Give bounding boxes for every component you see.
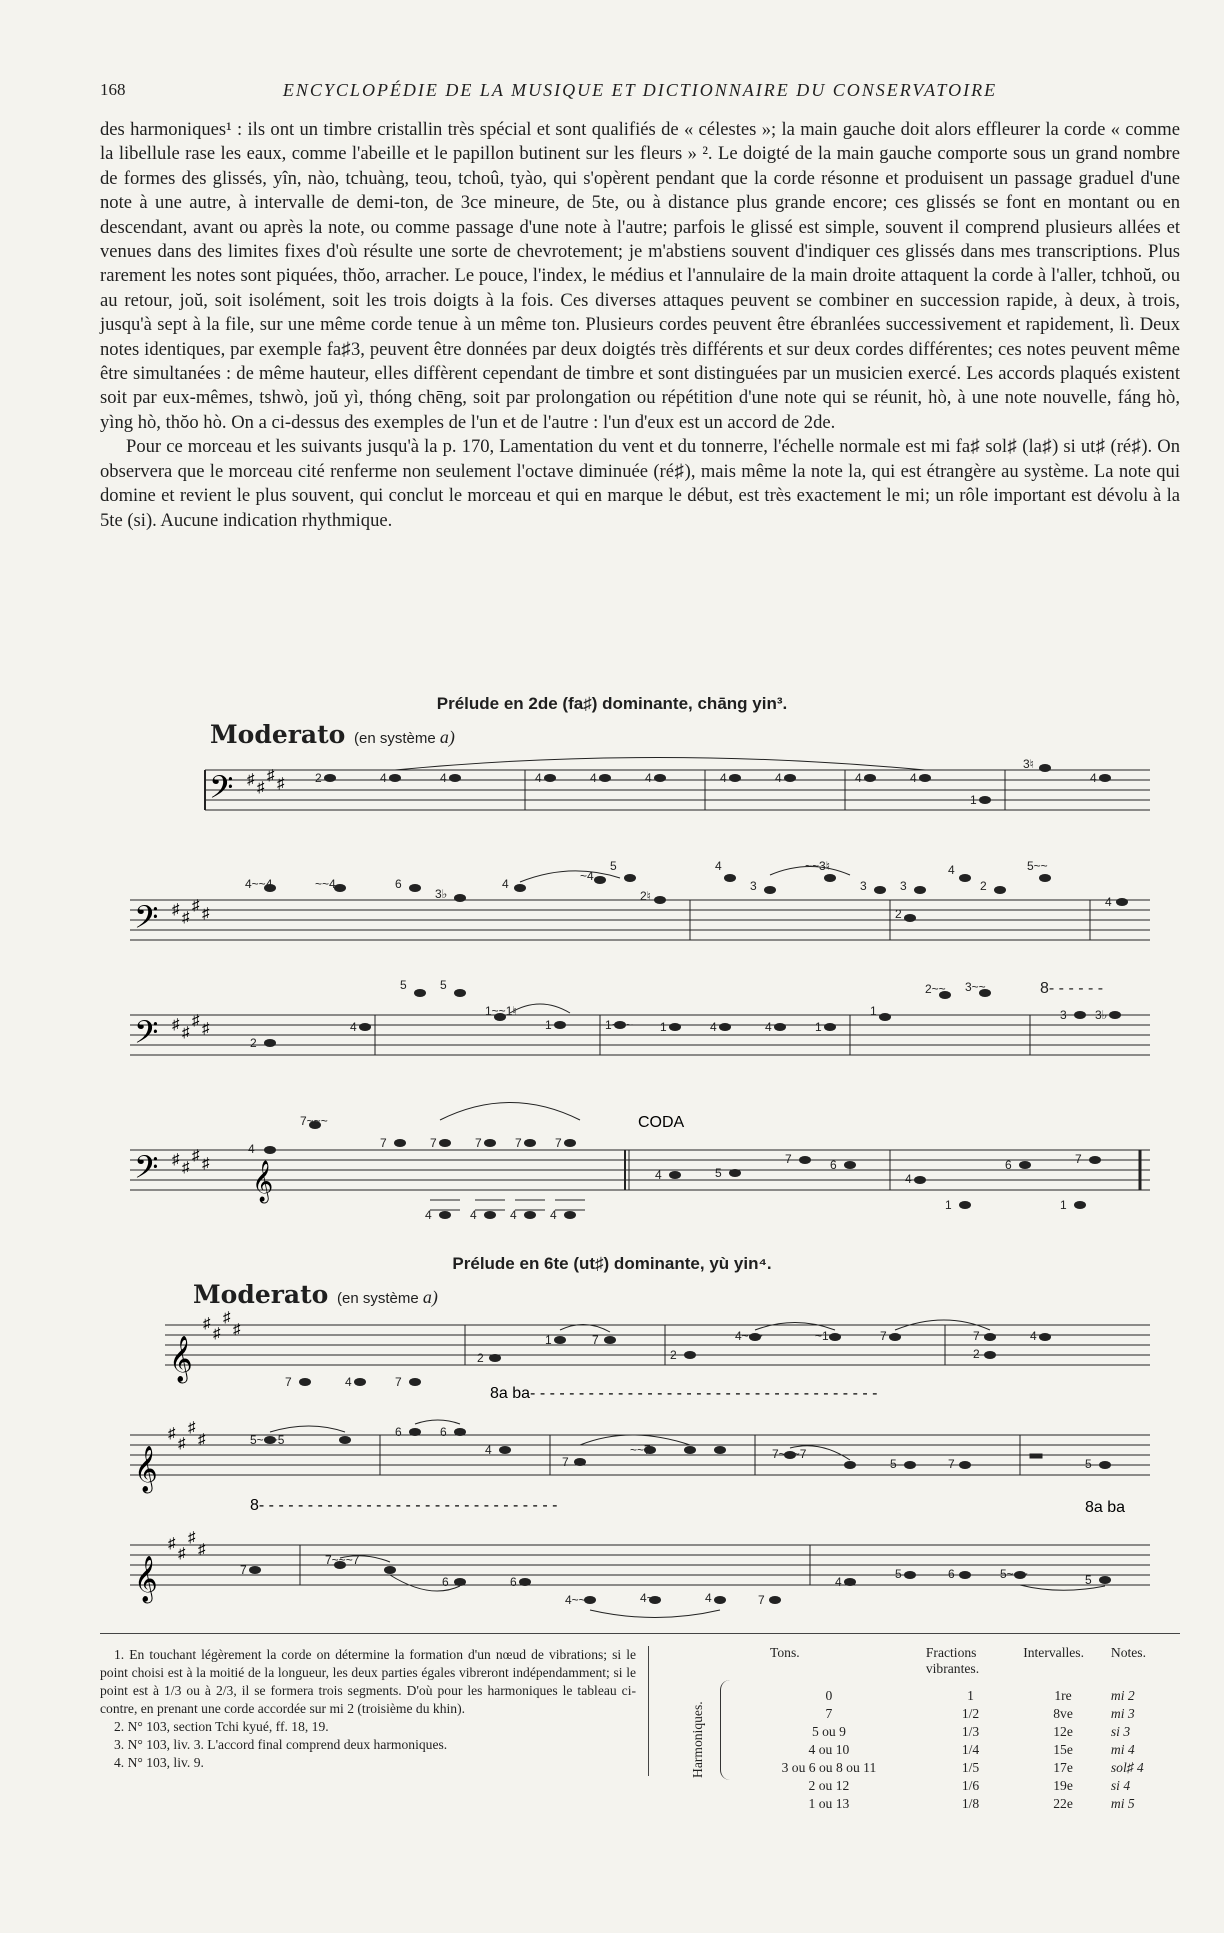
svg-text:6: 6 [440,1425,447,1439]
cell-interval: 8ve [1053,1706,1073,1721]
svg-text:5: 5 [890,1457,897,1471]
svg-text:3: 3 [900,879,907,893]
example-2-caption: Prélude en 6te (ut♯) dominante, yù yin⁴. [452,1254,772,1273]
svg-text:3~~: 3~~ [965,980,986,994]
paragraph-2: Pour ce morceau et les suivants jusqu'à la p. 170, Lamentation du vent et du tonnerre, l'échelle normale est mi fa♯ sol♯ (la♯) si ut♯ (ré♯). On observera que le morceau cité renferme non seulement l'octave diminuée (ré♯), mais même la note la, qui est étrangère au système. La note qui domine et revient le plus souvent, qui conclut le morceau et qui en marque le début, est très exactement le mi; un rôle important est dévolu à la 5te (si). Aucune indication rhythmique. [100,436,1180,531]
cell-note: mi 3 [1110,1706,1135,1721]
svg-text:5~~~5: 5~~~5 [250,1433,285,1447]
svg-text:♯: ♯ [172,1151,180,1168]
svg-text:6: 6 [948,1567,955,1581]
svg-text:♯: ♯ [172,901,180,918]
svg-text:3: 3 [1060,1008,1067,1022]
svg-text:4~~: 4~~ [640,1591,661,1605]
svg-text:4: 4 [535,771,542,785]
svg-text:4: 4 [590,771,597,785]
svg-text:7: 7 [285,1375,292,1389]
footnotes [100,1646,636,1772]
svg-text:♯: ♯ [192,1147,200,1164]
svg-text:3♭: 3♭ [1095,1008,1108,1022]
svg-text:7: 7 [555,1136,562,1150]
treble-clef-icon: 𝄞 [169,1337,193,1381]
cell-note: mi 5 [1110,1796,1135,1811]
svg-text:3♮: 3♮ [1023,757,1034,771]
svg-text:♯: ♯ [203,1315,211,1332]
svg-text:7: 7 [395,1375,402,1389]
svg-text:4: 4 [720,771,727,785]
svg-text:2: 2 [250,1036,257,1050]
cell-note: si 4 [1110,1778,1131,1793]
table-row [700,1687,1150,1705]
tempo-system: (en système a) [337,1287,438,1307]
ottava: 8- - - - - - - - - - - - - - - - - - - - - - - - - - - - - - - [250,1497,558,1514]
tempo-label: Moderato [193,1280,329,1309]
staff-2-1 [165,1310,1155,1410]
example-2-tempo [193,1280,438,1309]
col-header: Tons. [770,1645,800,1660]
harmonics-table [700,1645,1150,1813]
svg-text:7~~~7: 7~~~7 [325,1553,360,1567]
table-row [700,1723,1150,1741]
svg-text:1: 1 [945,1198,952,1212]
svg-text:♯: ♯ [202,905,210,922]
svg-text:6: 6 [395,877,402,891]
svg-text:4~~~: 4~~~ [735,1329,763,1343]
cell-tons: 5 ou 9 [811,1724,846,1739]
svg-text:4: 4 [425,1208,432,1222]
svg-text:♯: ♯ [168,1425,176,1442]
svg-text:5: 5 [400,978,407,992]
col-header: Intervalles. [1023,1645,1084,1660]
svg-text:7: 7 [785,1152,792,1166]
cell-interval: 22e [1053,1796,1073,1811]
svg-text:1: 1 [815,1020,822,1034]
staff-1-4 [130,1085,1155,1235]
cell-fraction: 1 [967,1688,974,1703]
svg-text:4: 4 [855,771,862,785]
svg-text:4: 4 [910,771,917,785]
svg-text:7: 7 [430,1136,437,1150]
running-title: ENCYCLOPÉDIE DE LA MUSIQUE ET DICTIONNAIRE DU CONSERVATOIRE [282,80,998,100]
svg-text:1~~1♮: 1~~1♮ [485,1004,517,1018]
svg-text:♯: ♯ [267,767,275,784]
cell-interval: 19e [1053,1778,1073,1793]
table-row [700,1777,1150,1795]
svg-text:1: 1 [970,793,977,807]
staff-2-3 [130,1530,1155,1620]
svg-text:~1: ~1 [815,1329,829,1343]
cell-tons: 7 [825,1706,833,1721]
svg-text:7: 7 [880,1329,887,1343]
svg-text:5: 5 [1085,1573,1092,1587]
svg-text:4: 4 [905,1172,912,1186]
svg-text:1: 1 [870,1004,877,1018]
footnote-3: 3. N° 103, liv. 3. L'accord final comprend deux harmoniques. [114,1737,448,1752]
svg-text:7: 7 [758,1593,765,1607]
svg-text:5: 5 [440,978,447,992]
svg-text:4: 4 [655,1168,662,1182]
treble-clef-icon: 𝄞 [134,1557,158,1601]
treble-clef-icon: 𝄞 [252,1160,274,1201]
table-row [700,1705,1150,1723]
svg-text:4: 4 [345,1375,352,1389]
svg-text:1: 1 [545,1333,552,1347]
svg-text:7: 7 [562,1455,569,1469]
cell-fraction: 1/3 [961,1724,980,1739]
col-header: Notes. [1110,1645,1146,1660]
svg-text:♯: ♯ [178,1435,186,1452]
key-signature [172,1147,210,1176]
svg-text:♯: ♯ [233,1321,241,1338]
staff-1-3 [130,975,1155,1065]
staff-1-2 [130,860,1155,970]
table-header-row [700,1645,1150,1677]
svg-text:4: 4 [350,1020,357,1034]
svg-text:3: 3 [860,879,867,893]
svg-text:2♮: 2♮ [640,889,651,903]
svg-text:6: 6 [395,1425,402,1439]
svg-text:♯: ♯ [192,897,200,914]
svg-text:4: 4 [645,771,652,785]
cell-fraction: 1/6 [961,1778,980,1793]
svg-text:4: 4 [1105,895,1112,909]
svg-text:2: 2 [895,907,902,921]
svg-text:4: 4 [715,859,722,873]
svg-text:7~~~: 7~~~ [300,1114,328,1128]
svg-text:♯: ♯ [178,1545,186,1562]
cell-interval: 15e [1053,1742,1073,1757]
table-row [700,1795,1150,1813]
table-row [700,1741,1150,1759]
svg-text:5~~~: 5~~~ [1000,1567,1028,1581]
svg-text:2: 2 [315,771,322,785]
page-number: 168 [100,80,126,99]
svg-text:4: 4 [470,1208,477,1222]
ottava-bassa: 8a ba- - - - - - - - - - - - - - - - - - - - - - - - - - - - - - - - - - - - [490,1385,878,1402]
cell-fraction: 1/5 [961,1760,980,1775]
svg-text:♯: ♯ [172,1016,180,1033]
cell-note: sol♯ 4 [1110,1760,1144,1775]
bass-clef-icon: 𝄢 [134,1151,159,1193]
svg-text:4~~4: 4~~4 [245,877,273,891]
svg-text:♯: ♯ [202,1155,210,1172]
svg-text:♯: ♯ [188,1529,196,1546]
svg-text:4: 4 [550,1208,557,1222]
svg-text:7: 7 [515,1136,522,1150]
svg-text:♯: ♯ [223,1309,231,1326]
key-signature [172,897,210,926]
svg-text:1: 1 [545,1018,552,1032]
bass-clef-icon: 𝄢 [134,901,159,943]
svg-text:5: 5 [610,859,617,873]
svg-text:1: 1 [1060,1198,1067,1212]
svg-text:4: 4 [765,1020,772,1034]
svg-text:♯: ♯ [277,775,285,792]
svg-text:♯: ♯ [257,779,265,796]
footnote-2: 2. N° 103, section Tchi kyué, ff. 18, 19. [114,1719,329,1734]
svg-text:♯: ♯ [182,1024,190,1041]
svg-text:♯: ♯ [168,1535,176,1552]
svg-text:4: 4 [485,1443,492,1457]
example-1-tempo [210,720,455,749]
bass-clef-icon: 𝄢 [209,771,234,813]
svg-text:3♭: 3♭ [435,887,448,901]
key-signature [247,767,285,796]
svg-text:1~~~: 1~~~ [605,1018,633,1032]
bass-clef-icon: 𝄢 [134,1016,159,1058]
svg-text:4: 4 [510,1208,517,1222]
cell-tons: 3 ou 6 ou 8 ou 11 [781,1760,877,1775]
svg-text:4: 4 [440,771,447,785]
svg-text:4: 4 [502,877,509,891]
tempo-label: Moderato [210,720,346,749]
svg-text:7: 7 [973,1329,980,1343]
svg-text:4: 4 [775,771,782,785]
svg-text:2: 2 [477,1351,484,1365]
cell-interval: 17e [1053,1760,1073,1775]
svg-text:7: 7 [475,1136,482,1150]
table-row [700,1759,1150,1777]
svg-text:4: 4 [835,1575,842,1589]
svg-text:7: 7 [240,1563,247,1577]
svg-text:4: 4 [380,771,387,785]
coda-label: CODA [638,1114,685,1131]
svg-text:♯: ♯ [247,771,255,788]
cell-tons: 2 ou 12 [808,1778,850,1793]
svg-text:2: 2 [973,1347,980,1361]
cell-note: mi 4 [1110,1742,1135,1757]
cell-interval: 12e [1053,1724,1073,1739]
svg-text:2: 2 [980,879,987,893]
svg-text:♯: ♯ [182,909,190,926]
cell-note: mi 2 [1110,1688,1135,1703]
svg-text:1: 1 [660,1020,667,1034]
svg-text:♯: ♯ [198,1431,206,1448]
svg-text:5~~: 5~~ [1027,859,1048,873]
svg-text:♯: ♯ [198,1541,206,1558]
cell-fraction: 1/4 [961,1742,980,1757]
cell-tons: 4 ou 10 [808,1742,850,1757]
svg-text:~~7: ~~7 [630,1443,651,1457]
svg-text:7: 7 [592,1333,599,1347]
body-text [100,118,1180,533]
svg-text:4: 4 [948,863,955,877]
svg-text:7: 7 [1075,1152,1082,1166]
svg-text:~4: ~4 [580,869,594,883]
col-header: Fractions vibrantes. [925,1645,980,1676]
treble-clef-icon: 𝄞 [134,1447,158,1491]
svg-text:~~3♮: ~~3♮ [805,859,830,873]
footnote-4: 4. N° 103, liv. 9. [114,1755,204,1770]
svg-text:4~~: 4~~ [565,1593,586,1607]
svg-text:5: 5 [895,1567,902,1581]
column-divider [648,1646,649,1776]
ottava-bassa-end: 8a ba [1085,1499,1126,1516]
svg-text:4: 4 [710,1020,717,1034]
svg-text:4: 4 [705,1591,712,1605]
svg-text:5: 5 [715,1166,722,1180]
footnote-1: 1. En touchant légèrement la corde on détermine la formation d'un nœud de vibrations; si le point choisi est à la moitié de la longueur, les deux parties égales vibreront indépendamment; si le point est à 1/3 ou à 2/3, il se formera trois segments. D'où pour les harmoniques le tableau ci-contre, en prenant une corde accordée sur mi 2 (troisième du khin). [100,1647,636,1716]
svg-text:♯: ♯ [182,1159,190,1176]
cell-fraction: 1/2 [961,1706,980,1721]
tempo-system: (en système a) [354,727,455,747]
svg-text:4: 4 [1030,1329,1037,1343]
cell-tons: 0 [825,1688,833,1703]
svg-text:6: 6 [442,1575,449,1589]
svg-text:6: 6 [830,1158,837,1172]
svg-text:6: 6 [1005,1158,1012,1172]
staff-1-1 [205,757,1155,840]
cell-fraction: 1/8 [961,1796,980,1811]
svg-text:2: 2 [670,1348,677,1362]
page-header [100,80,1180,104]
key-signature [172,1012,210,1041]
svg-text:♯: ♯ [202,1020,210,1037]
svg-text:♯: ♯ [192,1012,200,1029]
example-1-caption: Prélude en 2de (fa♯) dominante, chāng yin³. [436,694,788,713]
svg-text:2~~: 2~~ [925,982,946,996]
svg-text:3: 3 [750,879,757,893]
cell-tons: 1 ou 13 [808,1796,850,1811]
footnote-rule [100,1633,1180,1634]
paragraph-1: des harmoniques¹ : ils ont un timbre cristallin très spécial et sont qualifiés de « célestes »; la main gauche doit alors effleurer la corde « comme la libellule rase les eaux, comme l'abeille et le papillon butinent sur les fleurs » ². Le doigté de la main gauche comporte sous un grand nombre de formes des glissés, yîn, nào, tchuàng, teou, tchoû, tyào, qui s'opèrent pendant que la corde résonne et produisent un passage graduel d'une note à une autre, à intervalle de demi-ton, de 3ce mineure, de 5te, ou à distance plus grande encore; ces glissés se font en montant ou en descendant, avant ou après la note, ou comme passage d'une note à l'autre; parfois le glissé est simple, souvent il comprend plusieurs allées et venues dans des limites fixes d'où résulte une sorte de chevrotement; je m'abstiens souvent d'indiquer ces glissés dans mes transcriptions. Plus rarement les notes sont piquées, thŏo, arracher. Le pouce, l'index, le médius et l'annulaire de la main droite attaquent la corde à l'aller, tchhoŭ, ou au retour, joŭ, soit isolément, soit les trois doigts à la fois. Ces diverses attaques peuvent se combiner en succession rapide, à deux, à trois, jusqu'à sept à la file, sur une même corde tenue à un même ton. Plusieurs cordes peuvent être ébranlées successivement et rapidement, lì. Deux notes identiques, par exemple fa♯3, peuvent être données par deux doigtés très différents et sur deux cordes différentes; ces notes peuvent même être simultanées : de même hauteur, elles diffèrent cependant de timbre et sont distinguées par un musicien exercé. Les accords plaqués existent soit par eux-mêmes, tshwò, joŭ yì, thóng chēng, soit par prolongation ou répétition d'une note qui se réunit, hò, à une note nouvelle, fáng hò, yìng hò, thŏo hò. On a ci-dessus des exemples de l'un et de l'autre : l'un d'eux est un accord de 2de. [100,119,1180,433]
cell-note: si 3 [1110,1724,1131,1739]
svg-text:~~4: ~~4 [315,877,336,891]
svg-text:7: 7 [380,1136,387,1150]
staff-2-2 [130,1420,1155,1520]
svg-text:8- - - - - -: 8- - - - - - [1040,980,1104,997]
svg-text:5: 5 [1085,1457,1092,1471]
cell-interval: 1re [1054,1688,1072,1703]
svg-text:6: 6 [510,1575,517,1589]
svg-text:♯: ♯ [213,1325,221,1342]
svg-text:7: 7 [948,1457,955,1471]
harmonics-side-label: Harmoniques. [690,1701,705,1778]
svg-text:♯: ♯ [188,1419,196,1436]
svg-text:7~~~7: 7~~~7 [772,1447,807,1461]
svg-text:4: 4 [248,1142,255,1156]
svg-text:4: 4 [1090,771,1097,785]
